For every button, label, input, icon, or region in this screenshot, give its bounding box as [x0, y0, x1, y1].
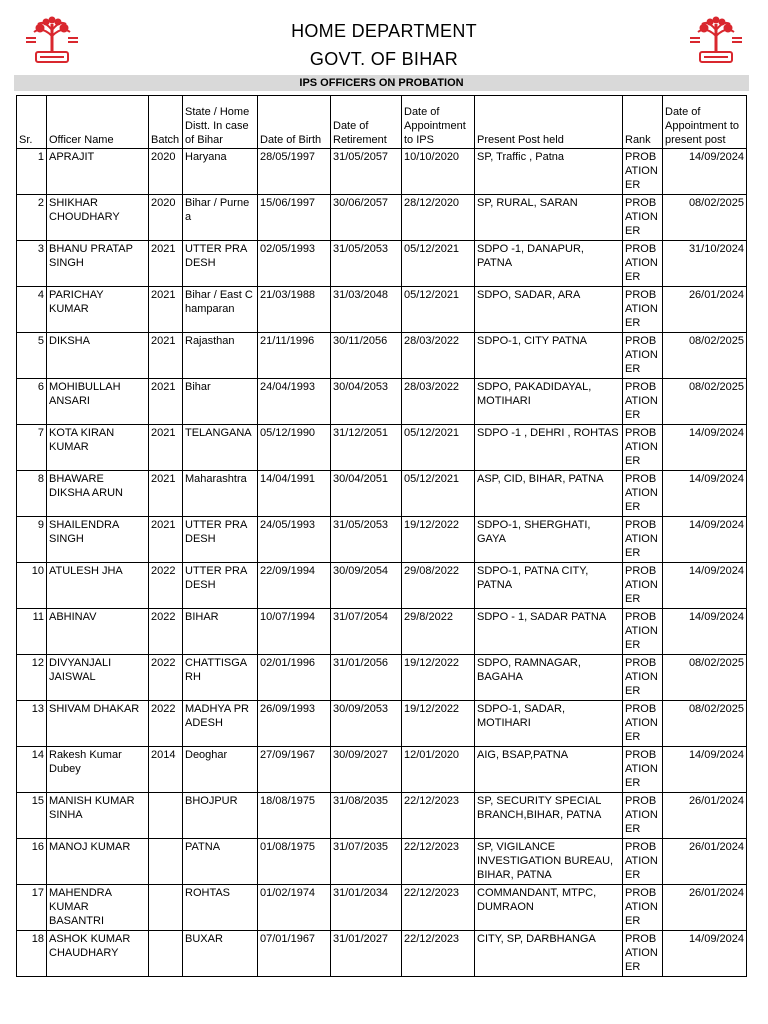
cell-appointment-ips: 22/12/2023	[402, 931, 475, 977]
cell-appointment-ips: 28/03/2022	[402, 379, 475, 425]
table-row	[17, 931, 747, 977]
table-row	[17, 839, 747, 885]
cell-present-post: COMMANDANT, MTPC, DUMRAON	[475, 885, 623, 931]
cell-rank: PROBATIONER	[623, 655, 663, 701]
cell-dob: 01/08/1975	[258, 839, 331, 885]
cell-batch: 2021	[149, 379, 183, 425]
cell-retirement: 31/01/2056	[331, 655, 402, 701]
cell-dob: 02/01/1996	[258, 655, 331, 701]
cell-appointment-ips: 19/12/2022	[402, 701, 475, 747]
cell-retirement: 31/05/2053	[331, 517, 402, 563]
cell-officer-name: MAHENDRA KUMAR BASANTRI	[47, 885, 149, 931]
cell-present-post: SDPO-1, SADAR, MOTIHARI	[475, 701, 623, 747]
cell-dob: 21/11/1996	[258, 333, 331, 379]
table-row	[17, 701, 747, 747]
cell-sr: 17	[17, 885, 47, 931]
cell-appointment-ips: 19/12/2022	[402, 517, 475, 563]
cell-appointment-ips: 28/12/2020	[402, 195, 475, 241]
cell-rank: PROBATIONER	[623, 747, 663, 793]
table-row	[17, 149, 747, 195]
cell-dob: 02/05/1993	[258, 241, 331, 287]
cell-officer-name: BHANU PRATAP SINGH	[47, 241, 149, 287]
cell-officer-name: ASHOK KUMAR CHAUDHARY	[47, 931, 149, 977]
cell-rank: PROBATIONER	[623, 563, 663, 609]
cell-dob: 01/02/1974	[258, 885, 331, 931]
cell-appointment-present: 14/09/2024	[663, 747, 747, 793]
cell-rank: PROBATIONER	[623, 931, 663, 977]
cell-officer-name: PARICHAY KUMAR	[47, 287, 149, 333]
cell-batch: 2021	[149, 241, 183, 287]
cell-appointment-ips: 29/08/2022	[402, 563, 475, 609]
col-header-appointment-ips: Date of Appointment to IPS	[402, 96, 475, 149]
cell-retirement: 30/11/2056	[331, 333, 402, 379]
cell-officer-name: MOHIBULLAH ANSARI	[47, 379, 149, 425]
cell-officer-name: KOTA KIRAN KUMAR	[47, 425, 149, 471]
cell-batch: 2021	[149, 333, 183, 379]
table-row	[17, 747, 747, 793]
cell-sr: 9	[17, 517, 47, 563]
cell-appointment-present: 26/01/2024	[663, 885, 747, 931]
cell-appointment-present: 14/09/2024	[663, 517, 747, 563]
cell-retirement: 31/07/2054	[331, 609, 402, 655]
table-header-row	[17, 96, 747, 149]
cell-rank: PROBATIONER	[623, 701, 663, 747]
cell-sr: 6	[17, 379, 47, 425]
cell-officer-name: SHIVAM DHAKAR	[47, 701, 149, 747]
table-row	[17, 655, 747, 701]
cell-appointment-present: 08/02/2025	[663, 333, 747, 379]
cell-sr: 15	[17, 793, 47, 839]
department-title: HOME DEPARTMENT	[291, 21, 477, 41]
cell-state: BHOJPUR	[183, 793, 258, 839]
cell-appointment-present: 14/09/2024	[663, 563, 747, 609]
cell-batch: 2022	[149, 701, 183, 747]
cell-dob: 07/01/1967	[258, 931, 331, 977]
cell-retirement: 31/08/2035	[331, 793, 402, 839]
cell-appointment-present: 14/09/2024	[663, 471, 747, 517]
cell-batch: 2020	[149, 149, 183, 195]
cell-dob: 14/04/1991	[258, 471, 331, 517]
cell-sr: 7	[17, 425, 47, 471]
cell-appointment-present: 08/02/2025	[663, 655, 747, 701]
cell-retirement: 30/09/2027	[331, 747, 402, 793]
cell-sr: 14	[17, 747, 47, 793]
cell-sr: 10	[17, 563, 47, 609]
cell-dob: 26/09/1993	[258, 701, 331, 747]
cell-officer-name: DIKSHA	[47, 333, 149, 379]
cell-retirement: 30/09/2053	[331, 701, 402, 747]
cell-officer-name: APRAJIT	[47, 149, 149, 195]
cell-officer-name: MANOJ KUMAR	[47, 839, 149, 885]
cell-state: BIHAR	[183, 609, 258, 655]
cell-dob: 15/06/1997	[258, 195, 331, 241]
cell-appointment-ips: 28/03/2022	[402, 333, 475, 379]
cell-present-post: SP, SECURITY SPECIAL BRANCH,BIHAR, PATNA	[475, 793, 623, 839]
cell-sr: 3	[17, 241, 47, 287]
cell-state: MADHYA PRADESH	[183, 701, 258, 747]
cell-appointment-present: 26/01/2024	[663, 839, 747, 885]
cell-state: UTTER PRADESH	[183, 517, 258, 563]
table-row	[17, 793, 747, 839]
col-header-retirement: Date of Retirement	[331, 96, 402, 149]
officers-table	[16, 95, 747, 977]
cell-batch	[149, 839, 183, 885]
cell-batch: 2022	[149, 563, 183, 609]
table-row	[17, 517, 747, 563]
table-row	[17, 563, 747, 609]
cell-retirement: 31/05/2057	[331, 149, 402, 195]
cell-officer-name: BHAWARE DIKSHA ARUN	[47, 471, 149, 517]
col-header-batch: Batch	[149, 96, 183, 149]
cell-appointment-present: 08/02/2025	[663, 701, 747, 747]
cell-present-post: ASP, CID, BIHAR, PATNA	[475, 471, 623, 517]
cell-state: Haryana	[183, 149, 258, 195]
cell-batch: 2014	[149, 747, 183, 793]
cell-officer-name: MANISH KUMAR SINHA	[47, 793, 149, 839]
table-row	[17, 379, 747, 425]
cell-sr: 18	[17, 931, 47, 977]
cell-dob: 10/07/1994	[258, 609, 331, 655]
cell-state: UTTER PRADESH	[183, 563, 258, 609]
cell-batch	[149, 793, 183, 839]
cell-appointment-ips: 05/12/2021	[402, 287, 475, 333]
cell-batch: 2021	[149, 471, 183, 517]
cell-appointment-present: 14/09/2024	[663, 609, 747, 655]
table-row	[17, 425, 747, 471]
cell-state: Deoghar	[183, 747, 258, 793]
cell-rank: PROBATIONER	[623, 425, 663, 471]
cell-present-post: SDPO -1, DANAPUR, PATNA	[475, 241, 623, 287]
col-header-state: State / Home Distt. In case of Bihar	[183, 96, 258, 149]
cell-officer-name: SHAILENDRA SINGH	[47, 517, 149, 563]
cell-appointment-present: 31/10/2024	[663, 241, 747, 287]
cell-state: Bihar / Purnea	[183, 195, 258, 241]
cell-rank: PROBATIONER	[623, 793, 663, 839]
cell-sr: 12	[17, 655, 47, 701]
table-row	[17, 885, 747, 931]
cell-batch	[149, 885, 183, 931]
cell-dob: 18/08/1975	[258, 793, 331, 839]
cell-batch: 2020	[149, 195, 183, 241]
cell-appointment-ips: 19/12/2022	[402, 655, 475, 701]
cell-appointment-ips: 12/01/2020	[402, 747, 475, 793]
cell-retirement: 31/01/2027	[331, 931, 402, 977]
cell-appointment-present: 26/01/2024	[663, 793, 747, 839]
cell-sr: 5	[17, 333, 47, 379]
cell-rank: PROBATIONER	[623, 149, 663, 195]
table-row	[17, 333, 747, 379]
cell-state: Rajasthan	[183, 333, 258, 379]
col-header-dob: Date of Birth	[258, 96, 331, 149]
cell-sr: 8	[17, 471, 47, 517]
government-title: GOVT. OF BIHAR	[309, 49, 459, 69]
cell-state: BUXAR	[183, 931, 258, 977]
cell-officer-name: SHIKHAR CHOUDHARY	[47, 195, 149, 241]
cell-dob: 05/12/1990	[258, 425, 331, 471]
table-row	[17, 609, 747, 655]
cell-dob: 24/05/1993	[258, 517, 331, 563]
cell-rank: PROBATIONER	[623, 517, 663, 563]
cell-state: UTTER PRADESH	[183, 241, 258, 287]
cell-present-post: SDPO, SADAR, ARA	[475, 287, 623, 333]
cell-sr: 1	[17, 149, 47, 195]
cell-rank: PROBATIONER	[623, 195, 663, 241]
cell-appointment-present: 14/09/2024	[663, 149, 747, 195]
cell-appointment-ips: 05/12/2021	[402, 241, 475, 287]
cell-appointment-ips: 10/10/2020	[402, 149, 475, 195]
cell-present-post: SDPO -1 , DEHRI , ROHTAS	[475, 425, 623, 471]
cell-sr: 4	[17, 287, 47, 333]
cell-officer-name: ATULESH JHA	[47, 563, 149, 609]
cell-appointment-present: 26/01/2024	[663, 287, 747, 333]
cell-officer-name: Rakesh Kumar Dubey	[47, 747, 149, 793]
cell-present-post: SP, VIGILANCE INVESTIGATION BUREAU, BIHAR, PATNA	[475, 839, 623, 885]
cell-rank: PROBATIONER	[623, 839, 663, 885]
cell-retirement: 31/07/2035	[331, 839, 402, 885]
cell-present-post: SDPO - 1, SADAR PATNA	[475, 609, 623, 655]
table-row	[17, 287, 747, 333]
cell-appointment-present: 14/09/2024	[663, 931, 747, 977]
cell-rank: PROBATIONER	[623, 241, 663, 287]
cell-retirement: 31/05/2053	[331, 241, 402, 287]
cell-rank: PROBATIONER	[623, 287, 663, 333]
cell-appointment-ips: 05/12/2021	[402, 425, 475, 471]
cell-present-post: CITY, SP, DARBHANGA	[475, 931, 623, 977]
cell-batch: 2022	[149, 609, 183, 655]
cell-batch: 2021	[149, 425, 183, 471]
cell-state: Bihar	[183, 379, 258, 425]
cell-appointment-ips: 29/8/2022	[402, 609, 475, 655]
cell-appointment-present: 08/02/2025	[663, 195, 747, 241]
cell-retirement: 31/12/2051	[331, 425, 402, 471]
cell-present-post: SDPO-1, PATNA CITY, PATNA	[475, 563, 623, 609]
cell-present-post: SDPO, PAKADIDAYAL, MOTIHARI	[475, 379, 623, 425]
cell-sr: 2	[17, 195, 47, 241]
cell-present-post: SDPO-1, CITY PATNA	[475, 333, 623, 379]
cell-present-post: SDPO, RAMNAGAR, BAGAHA	[475, 655, 623, 701]
cell-retirement: 31/03/2048	[331, 287, 402, 333]
cell-appointment-present: 14/09/2024	[663, 425, 747, 471]
cell-present-post: AIG, BSAP,PATNA	[475, 747, 623, 793]
cell-dob: 24/04/1993	[258, 379, 331, 425]
cell-present-post: SDPO-1, SHERGHATI, GAYA	[475, 517, 623, 563]
cell-sr: 13	[17, 701, 47, 747]
cell-rank: PROBATIONER	[623, 471, 663, 517]
cell-dob: 22/09/1994	[258, 563, 331, 609]
cell-retirement: 30/06/2057	[331, 195, 402, 241]
table-row	[17, 241, 747, 287]
cell-state: Bihar / East Champaran	[183, 287, 258, 333]
cell-state: PATNA	[183, 839, 258, 885]
cell-state: CHATTISGARH	[183, 655, 258, 701]
cell-appointment-ips: 22/12/2023	[402, 793, 475, 839]
cell-retirement: 30/09/2054	[331, 563, 402, 609]
cell-dob: 28/05/1997	[258, 149, 331, 195]
table-row	[17, 471, 747, 517]
cell-rank: PROBATIONER	[623, 609, 663, 655]
cell-state: TELANGANA	[183, 425, 258, 471]
cell-appointment-ips: 22/12/2023	[402, 885, 475, 931]
col-header-officer-name: Officer Name	[47, 96, 149, 149]
cell-rank: PROBATIONER	[623, 333, 663, 379]
cell-batch: 2022	[149, 655, 183, 701]
cell-state: ROHTAS	[183, 885, 258, 931]
cell-rank: PROBATIONER	[623, 885, 663, 931]
cell-retirement: 30/04/2051	[331, 471, 402, 517]
col-header-rank: Rank	[623, 96, 663, 149]
table-row	[17, 195, 747, 241]
cell-officer-name: ABHINAV	[47, 609, 149, 655]
cell-batch	[149, 931, 183, 977]
cell-appointment-ips: 05/12/2021	[402, 471, 475, 517]
cell-batch: 2021	[149, 287, 183, 333]
cell-appointment-ips: 22/12/2023	[402, 839, 475, 885]
cell-dob: 27/09/1967	[258, 747, 331, 793]
cell-present-post: SP, RURAL, SARAN	[475, 195, 623, 241]
col-header-sr: Sr.	[17, 96, 47, 149]
cell-sr: 16	[17, 839, 47, 885]
cell-retirement: 30/04/2053	[331, 379, 402, 425]
table-subtitle: IPS OFFICERS ON PROBATION	[14, 75, 749, 91]
cell-dob: 21/03/1988	[258, 287, 331, 333]
cell-batch: 2021	[149, 517, 183, 563]
cell-appointment-present: 08/02/2025	[663, 379, 747, 425]
cell-officer-name: DIVYANJALI JAISWAL	[47, 655, 149, 701]
cell-state: Maharashtra	[183, 471, 258, 517]
col-header-appointment-present: Date of Appointment to present post	[663, 96, 747, 149]
cell-rank: PROBATIONER	[623, 379, 663, 425]
cell-sr: 11	[17, 609, 47, 655]
col-header-present-post: Present Post held	[475, 96, 623, 149]
cell-retirement: 31/01/2034	[331, 885, 402, 931]
cell-present-post: SP, Traffic , Patna	[475, 149, 623, 195]
